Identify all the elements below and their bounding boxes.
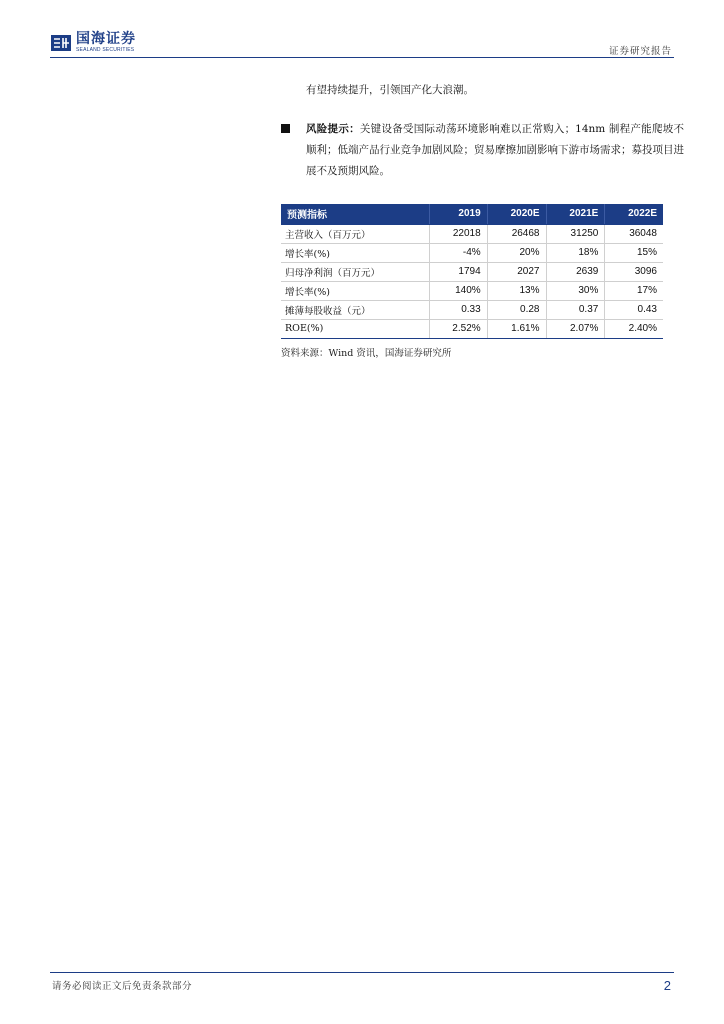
table-row (281, 243, 663, 262)
table-cell: 0.43 (605, 300, 663, 319)
table-cell: 140% (429, 281, 487, 300)
bullet-square-icon (281, 124, 290, 133)
row-label: 增长率(%) (281, 243, 429, 262)
table-row (281, 300, 663, 319)
table-row (281, 319, 663, 338)
footer-divider (50, 972, 674, 973)
table-cell: 2.40% (605, 319, 663, 338)
row-label: 摊薄每股收益（元） (281, 300, 429, 319)
table-header-row (281, 204, 663, 224)
row-label: 主营收入（百万元） (281, 224, 429, 243)
table-cell: 1794 (429, 262, 487, 281)
table-cell: 1.61% (487, 319, 546, 338)
risk-lead: 风险提示： (306, 123, 360, 135)
table-cell: 2639 (546, 262, 605, 281)
table-header-cell: 2021E (546, 204, 605, 224)
table-cell: 0.37 (546, 300, 605, 319)
risk-paragraph (306, 119, 684, 182)
table-cell: 2.07% (546, 319, 605, 338)
forecast-table (281, 204, 663, 339)
row-label: ROE(%) (281, 319, 429, 338)
table-cell: 22018 (429, 224, 487, 243)
table-row (281, 224, 663, 243)
table-header-cell: 2019 (429, 204, 487, 224)
table-row (281, 262, 663, 281)
table-header-cell: 2022E (605, 204, 663, 224)
table-source-note: 资料来源：Wind 资讯，国海证券研究所 (281, 348, 452, 359)
company-logo (50, 32, 136, 53)
table-cell: -4% (429, 243, 487, 262)
header-divider (50, 57, 674, 58)
row-label: 归母净利润（百万元） (281, 262, 429, 281)
table-cell: 30% (546, 281, 605, 300)
page-number: 2 (663, 978, 671, 993)
logo-english-name: SEALAND SECURITIES (76, 47, 135, 53)
sealand-logo-icon (50, 33, 72, 53)
table-cell: 0.33 (429, 300, 487, 319)
table-header-cell: 预测指标 (281, 204, 429, 224)
risk-text: 关键设备受国际动荡环境影响难以正常购入；14nm 制程产能爬坡不顺利；低端产品行业竞争加剧风险；贸易摩擦加剧影响下游市场需求；募投项目进展不及预期风险。 (306, 123, 685, 177)
continuation-paragraph: 有望持续提升，引领国产化大浪潮。 (306, 84, 474, 96)
logo-chinese-name: 国海证券 (76, 31, 136, 47)
table-cell: 0.28 (487, 300, 546, 319)
table-row (281, 281, 663, 300)
table-cell: 2027 (487, 262, 546, 281)
table-cell: 26468 (487, 224, 546, 243)
report-type-label: 证券研究报告 (608, 46, 672, 57)
table-cell: 15% (605, 243, 663, 262)
table-cell: 13% (487, 281, 546, 300)
table-cell: 20% (487, 243, 546, 262)
table-header-cell: 2020E (487, 204, 546, 224)
table-cell: 17% (605, 281, 663, 300)
table-cell: 18% (546, 243, 605, 262)
table-cell: 2.52% (429, 319, 487, 338)
table-cell: 36048 (629, 228, 657, 239)
table-cell: 3096 (605, 262, 663, 281)
table-cell: 31250 (546, 224, 605, 243)
row-label: 增长率(%) (281, 281, 429, 300)
footer-disclaimer: 请务必阅读正文后免责条款部分 (52, 981, 193, 992)
